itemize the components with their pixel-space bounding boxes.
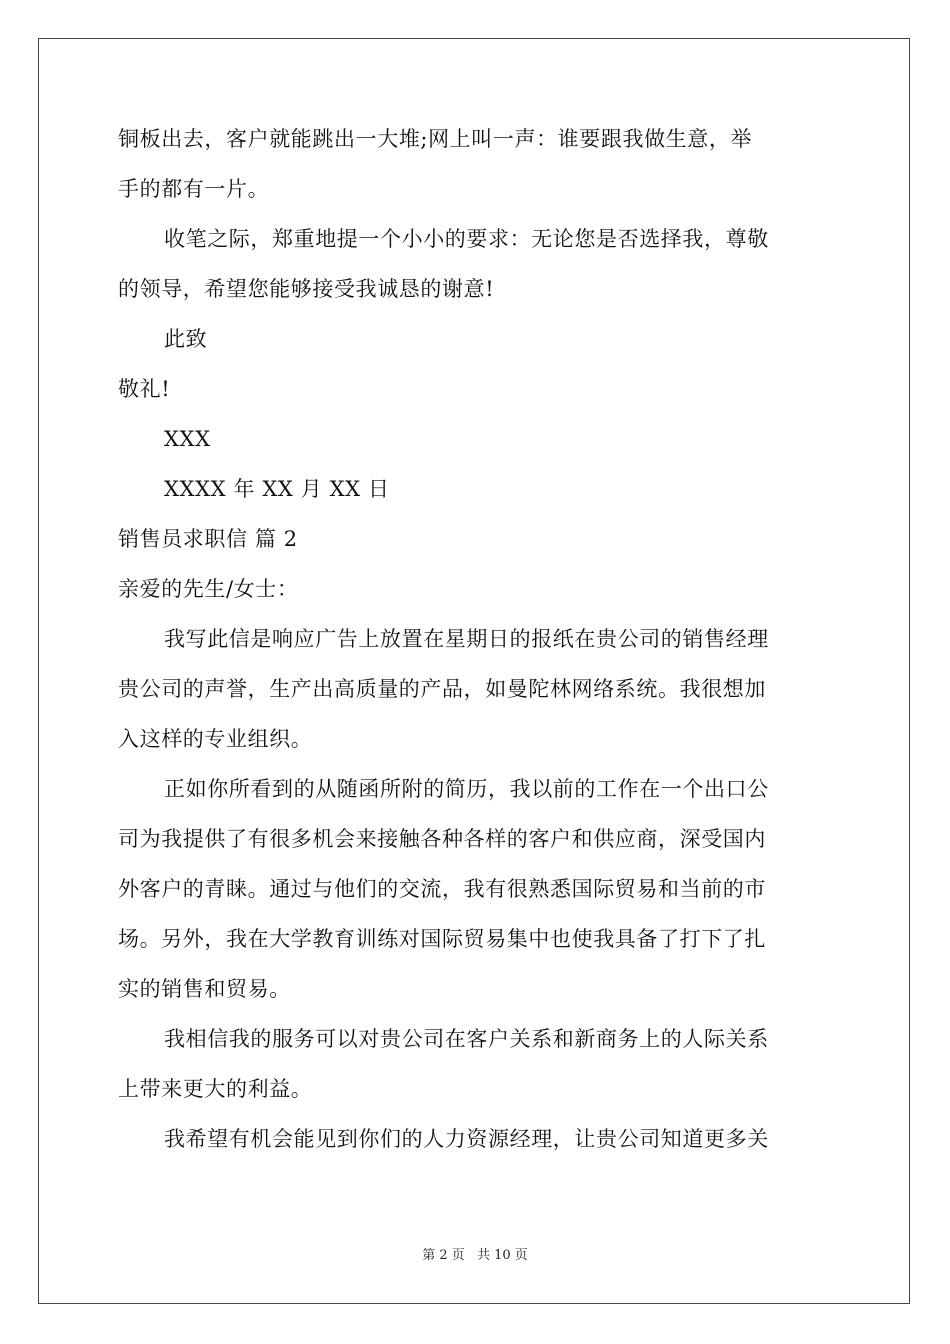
closing-salutation: 此致 — [164, 327, 208, 351]
paragraph-line: 外客户的青睐。通过与他们的交流，我有很熟悉国际贸易和当前的市 — [118, 877, 766, 901]
signature-name: XXX — [164, 427, 211, 451]
paragraph-line: 实的销售和贸易。 — [118, 977, 291, 1001]
section-title: 销售员求职信 篇 2 — [118, 527, 298, 551]
paragraph-line: 我写此信是响应广告上放置在星期日的报纸在贵公司的销售经理 — [164, 627, 769, 651]
page-number: 第 2 页 — [422, 1248, 465, 1263]
greeting: 亲爱的先生/女士： — [118, 577, 299, 601]
signature-date: XXXX 年 XX 月 XX 日 — [164, 477, 390, 501]
paragraph-line: 收笔之际，郑重地提一个小小的要求：无论您是否选择我，尊敬 — [164, 227, 769, 251]
paragraph-line: 的领导，希望您能够接受我诚恳的谢意! — [118, 277, 495, 301]
paragraph-line: 上带来更大的利益。 — [118, 1077, 313, 1101]
paragraph-line: 入这样的专业组织。 — [118, 727, 313, 751]
total-pages: 共 10 页 — [476, 1248, 528, 1263]
paragraph-line: 场。另外，我在大学教育训练对国际贸易集中也使我具备了打下了扎 — [118, 927, 766, 951]
paragraph-line: 司为我提供了有很多机会来接触各种各样的客户和供应商，深受国内 — [118, 827, 766, 851]
page-footer — [0, 1244, 950, 1263]
paragraph-line: 我相信我的服务可以对贵公司在客户关系和新商务上的人际关系 — [164, 1027, 769, 1051]
paragraph-line: 铜板出去，客户就能跳出一大堆;网上叫一声：谁要跟我做生意，举 — [118, 127, 753, 151]
paragraph-line: 手的都有一片。 — [118, 177, 270, 201]
paragraph-line: 贵公司的声誉，生产出高质量的产品，如曼陀林网络系统。我很想加 — [118, 677, 766, 701]
paragraph-line: 我希望有机会能见到你们的人力资源经理，让贵公司知道更多关 — [164, 1127, 769, 1151]
paragraph-line: 正如你所看到的从随函所附的简历，我以前的工作在一个出口公 — [164, 777, 769, 801]
closing-regards: 敬礼! — [118, 377, 171, 401]
